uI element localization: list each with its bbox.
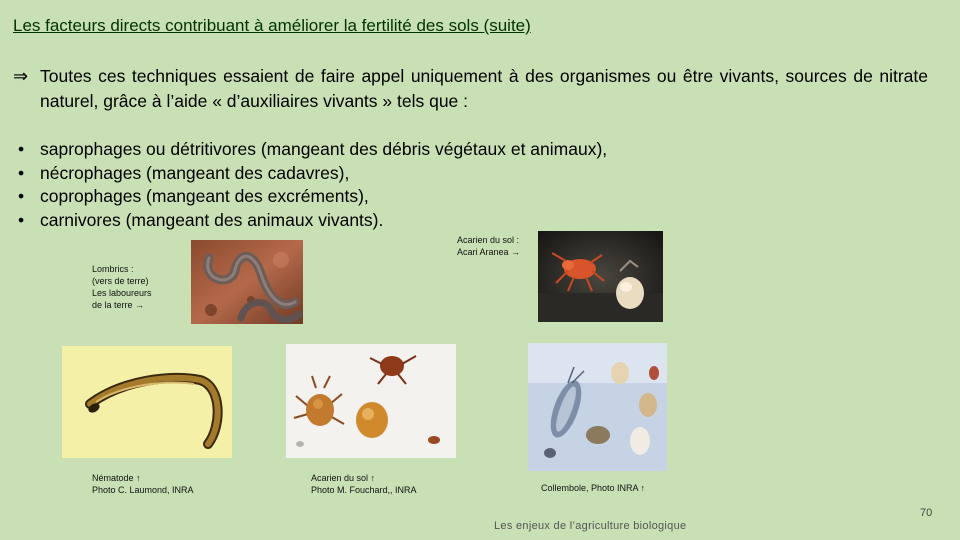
springtail-photo — [528, 343, 667, 471]
footer-text: Les enjeux de l’agriculture biologique — [494, 520, 687, 532]
intro-paragraph — [13, 64, 928, 114]
caption-line: Acarien du sol : — [457, 235, 520, 245]
caption-acarien-top — [457, 234, 520, 258]
bullet-text: saprophages ou détritivores (mangeant des débris végétaux et animaux), — [40, 139, 608, 159]
bullet-icon: • — [18, 209, 25, 230]
mite-photo-top — [538, 231, 663, 322]
caption-line: Acarien du sol ↑ — [311, 473, 376, 483]
caption-line: Photo M. Fouchard,, INRA — [311, 485, 417, 495]
bullet-text: coprophages (mangeant des excréments), — [40, 186, 369, 206]
caption-lombrics — [92, 263, 152, 311]
earthworm-photo — [191, 240, 303, 324]
caption-nematode — [92, 472, 194, 496]
slide-title: Les facteurs directs contribuant à améliorer la fertilité des sols (suite) — [13, 16, 531, 35]
caption-line: Lombrics : — [92, 264, 134, 274]
caption-acarien-bottom — [311, 472, 417, 496]
nematode-photo — [62, 346, 232, 458]
mites-photo-bottom — [286, 344, 456, 458]
caption-line: Nématode ↑ — [92, 473, 141, 483]
caption-line: Photo C. Laumond, INRA — [92, 485, 194, 495]
bullet-text: nécrophages (mangeant des cadavres), — [40, 162, 350, 183]
list-item — [18, 185, 607, 209]
intro-text: Toutes ces techniques essaient de faire appel uniquement à des organismes ou être vivants, sources de nitrate naturel, grâce à l’aide « d’auxiliaires vivants » tels que : — [40, 66, 928, 111]
bullet-list — [18, 138, 607, 232]
page-number: 70 — [920, 507, 933, 519]
list-item — [18, 209, 607, 233]
caption-line: Acari Aranea → — [457, 247, 521, 257]
bullet-icon: • — [18, 139, 25, 159]
caption-line: Les laboureurs — [92, 288, 152, 298]
implies-arrow-icon: ⇒ — [13, 66, 29, 86]
bullet-icon: • — [18, 162, 25, 183]
caption-collembole: Collembole, Photo INRA ↑ — [541, 483, 646, 493]
bullet-text: carnivores (mangeant des animaux vivants). — [40, 209, 384, 230]
caption-line: de la terre → — [92, 300, 145, 310]
caption-line: (vers de terre) — [92, 276, 149, 286]
bullet-icon: • — [18, 186, 25, 206]
list-item — [18, 138, 607, 162]
list-item — [18, 162, 607, 186]
